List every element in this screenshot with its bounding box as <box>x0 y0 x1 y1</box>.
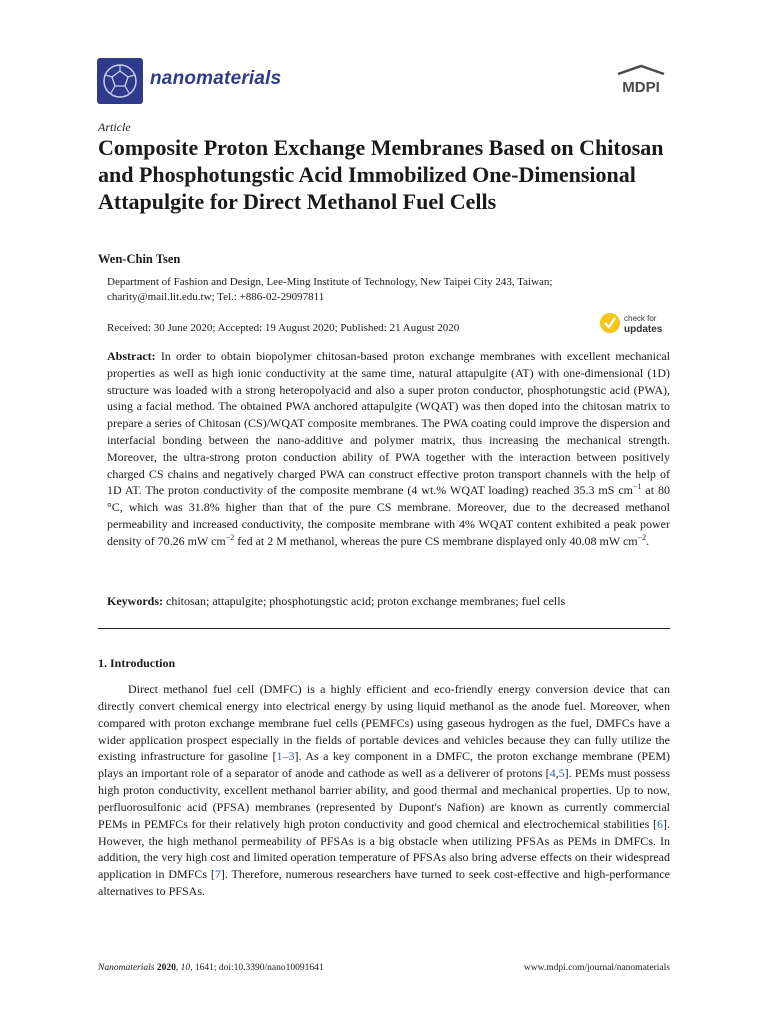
affiliation <box>107 275 667 304</box>
intro-text: Direct methanol fuel cell (DMFC) is a highly efficient and eco-friendly energy conversion device that can directly convert chemical energy into electrical energy by using liquid methanol as the anode fuel. Moreover, when compared with proton exchange membrane fuel cells (PEMFCs) using gaseous hydrogen as the fuel, DMFCs have a wider application prospect especially in the fields of portable devices and vehicles because they can fully utilize the existing infrastructure for gasoline [ <box>98 682 670 764</box>
intro-text: ]. As a key component in a DMFC, the proton exchange membrane (PEM) plays an important role of a separator of anode and cathode as well as a deliverer of protons [ <box>98 749 670 781</box>
journal-logo-icon <box>97 58 143 104</box>
footer-volume: 10 <box>180 963 191 973</box>
mdpi-logo-text: MDPI <box>622 79 660 96</box>
abstract <box>107 348 670 550</box>
abstract-text: fed at 2 M methanol, whereas the pure CS membrane displayed only 40.08 mW cm <box>234 533 638 548</box>
abstract-text: . <box>646 533 650 548</box>
journal-name: nanomaterials <box>150 68 282 89</box>
footer-journal: Nanomaterials <box>98 963 155 973</box>
abstract-label: Abstract: <box>107 349 156 363</box>
check-badge-line-2: updates <box>624 324 663 335</box>
abstract-sup: −2 <box>637 532 647 542</box>
citation-link[interactable]: 7 <box>214 867 221 882</box>
keywords <box>107 594 670 609</box>
abstract-sup: −1 <box>632 482 642 492</box>
article-type: Article <box>98 120 131 134</box>
keywords-text: chitosan; attapulgite; phosphotungstic acid; proton exchange membranes; fuel cells <box>166 594 566 608</box>
citation-link[interactable]: 1–3 <box>276 749 295 764</box>
check-badge-line-1: check for <box>624 314 657 323</box>
introduction-paragraph <box>98 681 670 900</box>
affiliation-line-2: charity@mail.lit.edu.tw; Tel.: +886-02-29097811 <box>107 290 325 303</box>
check-for-updates-badge[interactable] <box>599 311 671 335</box>
section-divider <box>98 628 670 629</box>
abstract-text: In order to obtain biopolymer chitosan-based proton exchange membranes with excellent mechanical properties as well as high ionic conductivity at the same time, natural attapulgite (AT) with one-dimensional (1D) structure was loaded with a strong heteropolyacid and also a super proton conductor, phosphotungstic acid (PWA), using a facial method. The obtained PWA anchored attapulgite (WQAT) was then doped into the chitosan matrix to prepare a series of Chitosan (CS)/WQAT composite membranes. The PWA coating could improve the dispersion and interfacial bonding between the nano-additive and polymer matrix, thus increasing the mechanical strength. Moreover, the ultra-strong proton conduction ability of PWA together with the interaction between positively charged CS chains and negatively charged PWA can construct effective proton transport channels with the help of 1D AT. The proton conductivity of the composite membrane (4 wt.% WQAT loading) reached 35.3 mS cm <box>107 349 670 498</box>
intro-text: , <box>555 766 559 781</box>
intro-text: ]. PEMs must possess high proton conductivity, excellent methanol barrier ability, and good thermal and mechanical properties. Up to now, perfluorosulfonic acid (PFSA) membranes (represented by Dupont's Nafion) are known as currently commercial PEMs in PEMFCs for their relatively high proton conductivity and good chemical and electrochemical stabilities [ <box>98 766 670 831</box>
citation-link[interactable]: 5 <box>558 766 565 781</box>
section-heading: 1. Introduction <box>98 656 176 670</box>
intro-text: ]. However, the high methanol permeability of PFSAs is a big obstacle when utilizing PFSAs as PEMs in DMFCs. In addition, the very high cost and limited operation temperature of PFSAs also bring adverse effects on their widespread application in DMFCs [ <box>98 816 670 882</box>
footer-year: 2020 <box>156 963 176 973</box>
footer-citation: Nanomaterials 2020, 10, 1641; doi:10.3390/nano10091641 <box>98 963 324 973</box>
keywords-label: Keywords: <box>107 594 163 608</box>
author-name: Wen-Chin Tsen <box>98 252 181 266</box>
publication-dates: Received: 30 June 2020; Accepted: 19 August 2020; Published: 21 August 2020 <box>107 322 460 334</box>
mdpi-logo-icon <box>612 64 670 98</box>
abstract-sup: −2 <box>225 532 235 542</box>
footer-url[interactable]: www.mdpi.com/journal/nanomaterials <box>523 963 670 973</box>
intro-text: ]. Therefore, numerous researchers have turned to seek cost-effective and high-performance alternatives to PFSAs. <box>98 867 671 899</box>
affiliation-line-1: Department of Fashion and Design, Lee-Ming Institute of Technology, New Taipei City 243, Taiwan; <box>107 276 553 288</box>
citation-link[interactable]: 4 <box>549 766 556 781</box>
citation-link[interactable]: 6 <box>657 816 663 831</box>
check-icon <box>600 313 620 333</box>
abstract-text: at 80 °C, which was 31.8% higher than that of the pure CS membrane. Moreover, due to the decreased methanol permeability and increased conductivity, the composite membrane with 4% WQAT content exhibited a peak power density of 70.26 mW cm <box>107 483 670 548</box>
paper-title: Composite Proton Exchange Membranes Based on Chitosan and Phosphotungstic Acid Immobilized One-Dimensional Attapulgite for Direct Methanol Fuel Cells <box>98 135 664 214</box>
footer-doi: , 1641; doi:10.3390/nano10091641 <box>190 963 324 973</box>
